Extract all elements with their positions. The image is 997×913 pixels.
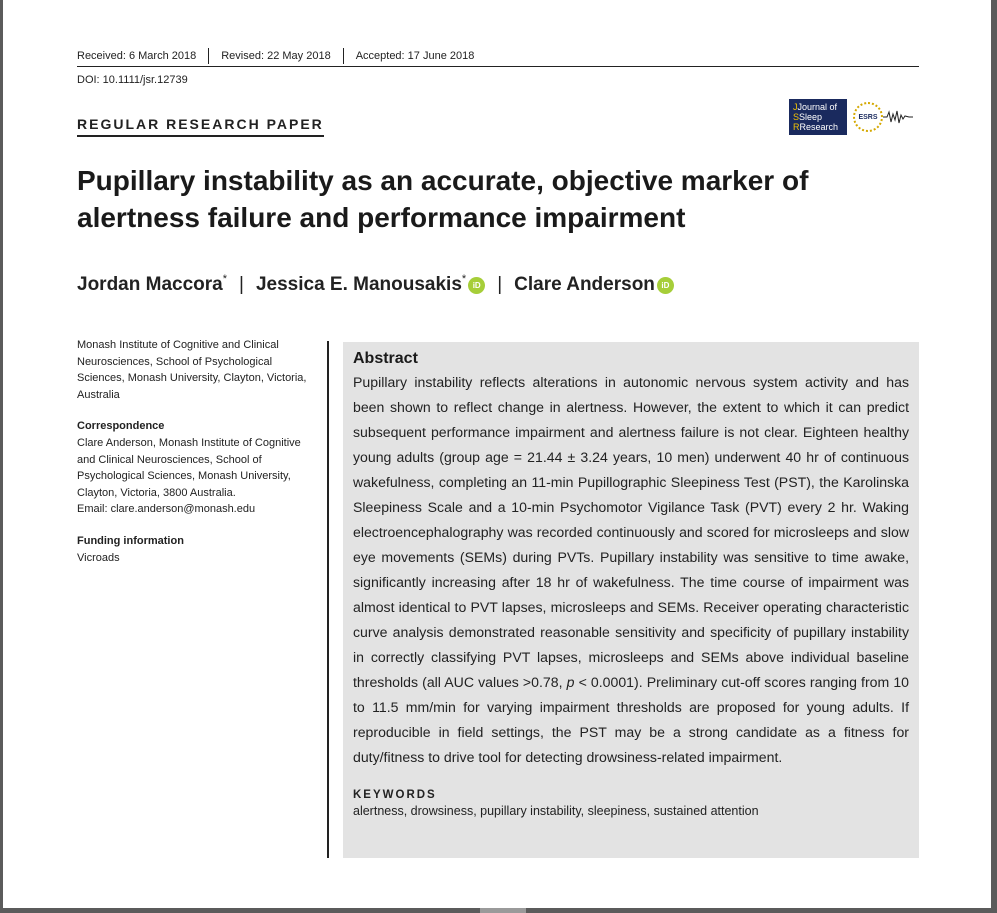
doi: DOI: 10.1111/jsr.12739 <box>77 74 188 86</box>
jsr-logo <box>789 99 847 135</box>
abstract-heading: Abstract <box>353 350 418 367</box>
paper-type-label: REGULAR RESEARCH PAPER <box>77 116 324 137</box>
horizontal-scrollbar-thumb[interactable] <box>480 908 526 913</box>
author-mark: * <box>461 273 467 285</box>
column-divider <box>327 341 329 858</box>
esrs-logo <box>853 102 913 132</box>
abstract-box <box>343 342 919 858</box>
author-mark: * <box>222 273 228 285</box>
logo-line-2: SSleep <box>793 112 823 122</box>
header-rule <box>77 66 919 67</box>
author-name[interactable]: Clare Anderson <box>514 274 655 295</box>
document-page <box>3 0 991 908</box>
author-separator: | <box>497 274 503 295</box>
abstract-text-part-1: Pupillary instability reflects alterations in autonomic nervous system activity and has been shown to reflect change in alertness. However, the extent to which it can predict subsequent performance impairment and alertness failure is not clear. Eighteen healthy young adults (group age = 21.44 ± 3.24 years, 10 men) underwent 40 hr of continuous wakefulness, completing an 11-min Pupillographic Sleepiness Test (PST), the Karolinska Sleepiness Scale and a 10-min Psychomotor Vigilance Task (PVT) every 2 hr. Waking electroencephalography was recorded continuously and scored for microsleeps and slow eye movements (SEMs) during PVTs. Pupillary instability was sensitive to time awake, significantly increasing after 18 hr of wakefulness. The time course of impairment was almost identical to PVT lapses, microsleeps and SEMs. Receiver operating characteristic curve analysis demonstrated reasonable sensitivity and specificity of pupillary instability in correctly classifying PVT lapses, microsleeps and SEMs above individual baseline thresholds (all AUC values >0.78, <box>353 374 909 690</box>
article-sidebar <box>77 337 315 581</box>
logo-line-1: JJournal of <box>793 102 838 112</box>
correspondence-text: Clare Anderson, Monash Institute of Cognitive and Clinical Neurosciences, School of Psychological Sciences, Monash University, Clayton, Victoria, 3800 Australia. <box>77 436 301 499</box>
accepted-date: Accepted: 17 June 2018 <box>355 49 475 62</box>
paper-title: Pupillary instability as an accurate, objective marker of alertness failure and performance impairment <box>77 165 809 233</box>
correspondence-email[interactable]: Email: clare.anderson@monash.edu <box>77 503 256 516</box>
abstract-text-part-2: < 0.0001). Preliminary cut-off scores ranging from 10 to 11.5 mm/min for varying impairment thresholds are proposed for young adults. If reproducible in field settings, the PST may be a strong candidate as a fitness for duty/fitness to drive tool for detecting drowsiness-related impairment. <box>353 674 909 765</box>
date-divider <box>343 48 344 64</box>
author-name[interactable]: Jordan Maccora <box>77 274 223 295</box>
author-list <box>77 274 674 296</box>
orcid-icon[interactable]: iD <box>657 277 674 294</box>
correspondence <box>77 418 315 518</box>
affiliation: Monash Institute of Cognitive and Clinical Neurosciences, School of Psychological Sciences, Monash University, Clayton, Victoria, Australia <box>77 339 307 401</box>
p-symbol: p <box>566 674 575 690</box>
author-name[interactable]: Jessica E. Manousakis <box>255 274 462 295</box>
funding-label: Funding information <box>77 534 184 547</box>
funding <box>77 533 315 566</box>
revised-date: Revised: 22 May 2018 <box>221 49 331 62</box>
received-date: Received: 6 March 2018 <box>77 49 197 62</box>
logo-line-3: RResearch <box>793 122 839 132</box>
author-separator: | <box>239 274 244 295</box>
keywords-heading: KEYWORDS <box>353 789 437 801</box>
esrs-stars-icon: ESRS <box>853 102 883 132</box>
correspondence-label: Correspondence <box>77 420 165 433</box>
abstract-text <box>353 370 909 770</box>
journal-logo <box>789 99 913 135</box>
orcid-icon[interactable]: iD <box>468 277 485 294</box>
funding-text: Vicroads <box>77 551 120 564</box>
article-dates <box>77 48 474 64</box>
eeg-wave-icon <box>883 109 913 125</box>
date-divider <box>208 48 209 64</box>
keywords-text: alertness, drowsiness, pupillary instability, sleepiness, sustained attention <box>353 804 759 818</box>
